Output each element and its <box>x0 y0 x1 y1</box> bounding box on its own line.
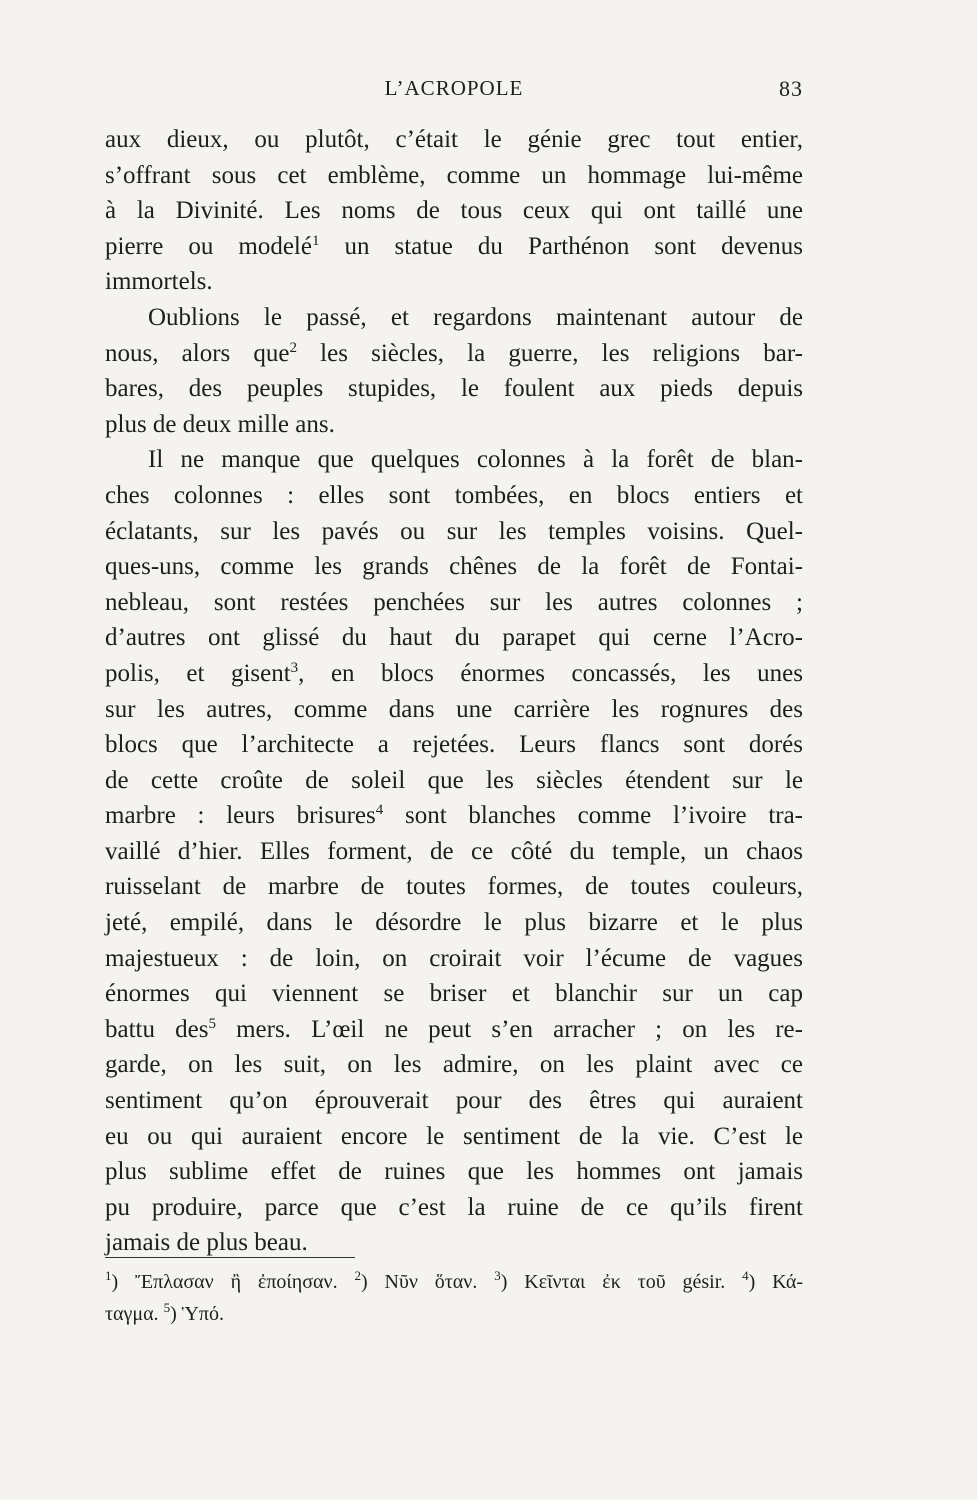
text-fragment: marbre : leurs brisures <box>105 802 376 830</box>
footnote-number: 1 <box>105 1268 112 1283</box>
text-line: d’autres ont glissé du haut du parapet qui cerne l’Acro- <box>105 624 803 652</box>
footnote-text: ) Κά- <box>748 1271 804 1293</box>
running-head <box>105 76 803 112</box>
text-line: pu produire, parce que c’est la ruine de ce qu’ils firent <box>105 1193 803 1221</box>
text-line: nebleau, sont restées penchées sur les autres colonnes ; <box>105 588 803 616</box>
text-line <box>105 1012 803 1048</box>
footnote-marker: 2 <box>289 339 298 356</box>
text-fragment: sont blanches comme l’ivoire tra- <box>383 802 804 830</box>
text-fragment: nous, alors que <box>105 339 290 367</box>
footnote-number: 2 <box>354 1268 361 1283</box>
text-line: vaillé d’hier. Elles forment, de ce côté du temple, un chaos <box>105 837 803 865</box>
text-fragment: un statue du Parthénon sont devenus <box>319 232 804 260</box>
footnote-line <box>105 1298 803 1330</box>
text-line: eu ou qui auraient encore le sentiment de la vie. C’est le <box>105 1122 803 1150</box>
text-line: énormes qui viennent se briser et blanchir sur un cap <box>105 980 803 1008</box>
text-line: éclatants, sur les pavés ou sur les temples voisins. Quel- <box>105 517 803 545</box>
text-line: Il ne manque que quelques colonnes à la forêt de blan- <box>148 446 803 474</box>
text-line: blocs que l’architecte a rejetées. Leurs flancs sont dorés <box>105 731 803 759</box>
text-line <box>105 656 803 692</box>
text-line: de cette croûte de soleil que les siècles étendent sur le <box>105 766 803 794</box>
text-fragment: les siècles, la guerre, les religions bar- <box>297 339 803 367</box>
footnote-marker: 4 <box>375 802 384 819</box>
footnote-text: ) Ὑπό. <box>170 1303 225 1325</box>
text-line: ques-uns, comme les grands chênes de la forêt de Fontai- <box>105 553 803 581</box>
footnote-rule <box>105 1257 355 1258</box>
text-line: garde, on les suit, on les admire, on les plaint avec ce <box>105 1051 803 1079</box>
text-line: majestueux : de loin, on croirait voir l’écume de vagues <box>105 944 803 972</box>
text-line: plus sublime effet de ruines que les hommes ont jamais <box>105 1158 803 1186</box>
text-fragment: , en blocs énormes concassés, les unes <box>298 659 803 687</box>
text-line: sentiment qu’on éprouverait pour des êtres qui auraient <box>105 1087 803 1115</box>
footnote-text: ) Νῦν ὅταν. <box>360 1271 495 1293</box>
footnote-number: 5 <box>163 1300 171 1315</box>
text-line: s’offrant sous cet emblème, comme un hommage lui-même <box>105 161 803 189</box>
text-line: jamais de plus beau. <box>105 1229 308 1257</box>
text-fragment: pierre ou modelé <box>105 232 312 260</box>
text-line: plus de deux mille ans. <box>105 410 335 438</box>
body-text <box>105 122 803 1261</box>
text-line <box>105 798 803 834</box>
text-fragment: mers. L’œil ne peut s’en arracher ; on les re- <box>215 1015 803 1043</box>
text-line: à la Divinité. Les noms de tous ceux qui ont taillé une <box>105 197 803 225</box>
footnote-line <box>105 1266 803 1298</box>
text-line: immortels. <box>105 268 213 296</box>
text-line: ruisselant de marbre de toutes formes, de toutes couleurs, <box>105 873 803 901</box>
text-line: bares, des peuples stupides, le foulent aux pieds depuis <box>105 375 803 403</box>
text-line: sur les autres, comme dans une carrière les rognures des <box>105 695 803 723</box>
footnote-marker: 1 <box>311 232 320 249</box>
footnote-text: ) Κεῖνται ἐκ τοῦ gésir. <box>500 1271 743 1293</box>
text-line: ches colonnes : elles sont tombées, en blocs entiers et <box>105 481 803 509</box>
footnote-number: 3 <box>494 1268 501 1283</box>
footnote-number: 4 <box>742 1268 749 1283</box>
footnote-marker: 3 <box>290 659 299 676</box>
footnote-marker: 5 <box>208 1015 216 1032</box>
page-number: 83 <box>779 76 803 101</box>
text-line <box>105 336 803 372</box>
footnote-text: ταγμα. <box>105 1303 164 1325</box>
footnote-text: ) Ἔπλασαν ἢ ἐποίησαν. <box>111 1271 355 1293</box>
running-title: L’ACROPOLE <box>384 76 524 100</box>
text-fragment: battu des <box>105 1015 209 1043</box>
text-line: Oublions le passé, et regardons maintenant autour de <box>148 303 803 331</box>
text-line: jeté, empilé, dans le désordre le plus bizarre et le plus <box>105 909 803 937</box>
text-fragment: polis, et gisent <box>105 659 291 687</box>
text-line: aux dieux, ou plutôt, c’était le génie grec tout entier, <box>105 126 803 153</box>
footnotes <box>105 1266 803 1330</box>
text-line <box>105 229 803 265</box>
